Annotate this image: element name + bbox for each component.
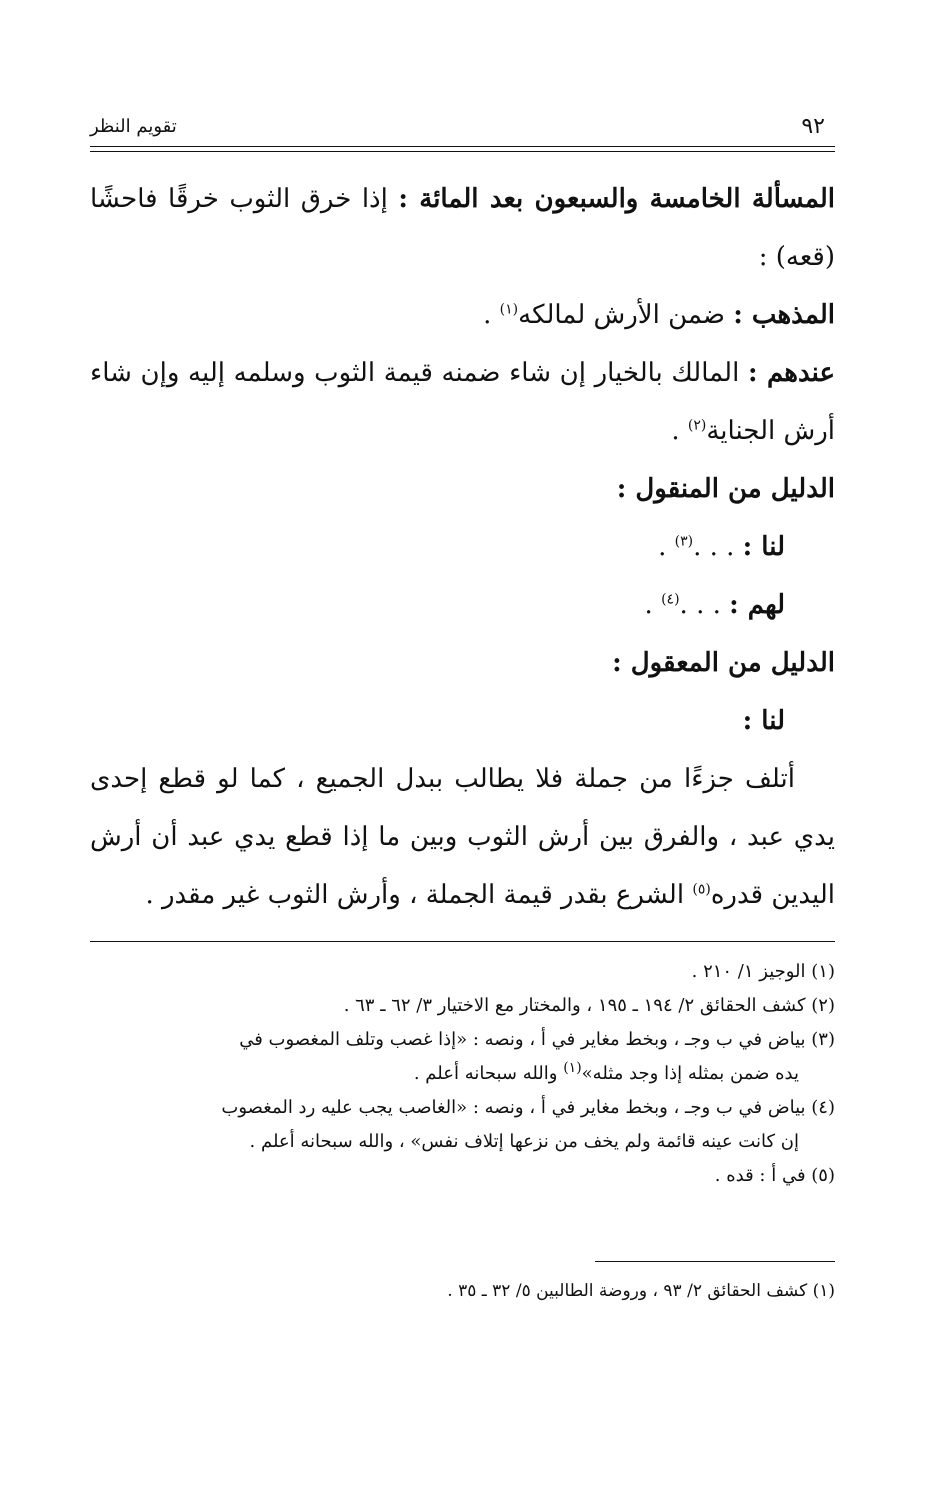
lana-text: . . . — [693, 532, 743, 562]
footnote-ref-5: (٥) — [692, 881, 711, 898]
secondary-footnotes — [90, 1275, 835, 1307]
page-number: ٩٢ — [801, 114, 825, 139]
footnote-1: (١) الوجيز ١/ ٢١٠ . — [691, 961, 835, 982]
lahum-label: لهم : — [729, 590, 785, 620]
indahum-label: عندهم : — [747, 358, 836, 388]
header-rule-thin — [90, 151, 835, 152]
argument-text-2: الشرع بقدر قيمة الجملة ، وأرش الثوب غير مقدر . — [145, 880, 693, 910]
issue-paragraph — [90, 170, 835, 286]
footnote-ref-1: (١) — [499, 301, 519, 318]
footnote-3-text: يده ضمن بمثله إذا وجد مثله» — [581, 1063, 799, 1084]
lana-manqul — [90, 518, 835, 576]
indahum-text: المالك بالخيار إن شاء ضمنه قيمة الثوب وسلمه إليه وإن شاء أرش الجناية — [90, 358, 835, 446]
footnote-2: (٢) كشف الحقائق ٢/ ١٩٤ ـ ١٩٥ ، والمختار مع الاختيار ٣/ ٦٢ ـ ٦٣ . — [343, 995, 835, 1016]
lahum-end: . — [644, 590, 662, 620]
footnote-3-ref: (١) — [563, 1060, 582, 1076]
maqul-heading: الدليل من المعقول : — [612, 648, 835, 678]
argument-paragraph — [90, 750, 835, 924]
footnote-rule — [90, 941, 835, 942]
madhhab-paragraph — [90, 286, 835, 344]
indahum-end: . — [671, 416, 688, 446]
argument-text-1: أتلف جزءًا من جملة فلا يطالب ببدل الجميع ، كما لو قطع إحدى يدي عبد ، والفرق بين أرش الثوب وبين ما إذا قطع يدي عبد أن أرش اليدين قدره — [90, 764, 835, 910]
madhhab-label: المذهب : — [733, 300, 835, 330]
lana-end: . — [658, 532, 675, 562]
footnote-ref-2: (٢) — [687, 417, 707, 434]
footnote-ref-4: (٤) — [661, 591, 680, 608]
footnote-5: (٥) في أ : قده . — [714, 1165, 835, 1186]
footnote-ref-3: (٣) — [674, 533, 694, 550]
footnote-3-line-2 — [90, 1057, 835, 1091]
lana-maqul-label: لنا : — [742, 706, 785, 736]
madhhab-end: . — [483, 300, 500, 330]
lahum-text: . . . — [679, 590, 730, 620]
manqul-heading: الدليل من المنقول : — [616, 474, 835, 504]
indahum-paragraph — [90, 344, 835, 460]
running-header — [90, 112, 835, 148]
main-text — [90, 170, 835, 924]
madhhab-text: ضمن الأرش لمالكه — [518, 300, 734, 330]
footnote-4-line-2: إن كانت عينه قائمة ولم يخف من نزعها إتلاف نفس» ، والله سبحانه أعلم . — [249, 1131, 799, 1152]
issue-heading: المسألة الخامسة والسبعون بعد المائة : — [398, 184, 835, 214]
issue-text: إذا خرق الثوب خرقًا فاحشًا (قعه) : — [90, 184, 835, 272]
header-rule — [90, 146, 835, 147]
lana-label: لنا : — [742, 532, 785, 562]
footnote-3-line-1: (٣) بياض في ب وجـ ، وبخط مغاير في أ ، ونصه : «إذا غصب وتلف المغصوب في — [239, 1029, 835, 1050]
secondary-footnote-rule — [595, 1261, 835, 1262]
footnote-4-line-1: (٤) بياض في ب وجـ ، وبخط مغاير في أ ، ونصه : «الغاصب يجب عليه رد المغصوب — [221, 1097, 835, 1118]
footnotes — [90, 955, 835, 1193]
secondary-footnote-1: (١) كشف الحقائق ٢/ ٩٣ ، وروضة الطالبين ٥/ ٣٢ ـ ٣٥ . — [447, 1281, 835, 1301]
footnote-3-end: والله سبحانه أعلم . — [413, 1063, 564, 1084]
running-title: تقويم النظر — [90, 116, 177, 137]
lahum-manqul — [90, 576, 835, 634]
